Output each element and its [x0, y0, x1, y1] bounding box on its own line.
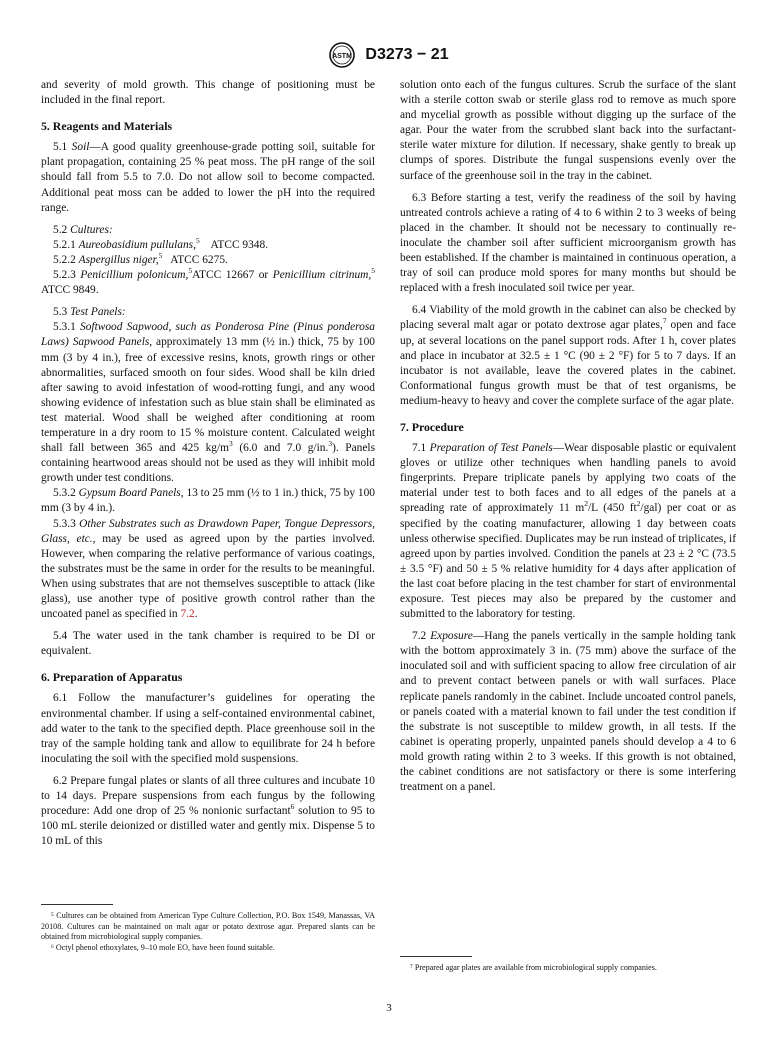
page-number: 3 — [386, 1002, 392, 1014]
section-heading: 6. Preparation of Apparatus — [41, 670, 183, 685]
paragraph: 5.2 Cultures: — [53, 223, 113, 236]
footnote-5: ⁵ Cultures can be obtained from American Type Culture Collection, P.O. Box 1549, Manassas, VA 20108. Cultures can be maintained on malt agar or potato dextrose agar. Prepared slants can be obtained from microbiological supply companies. — [41, 911, 375, 942]
section-heading: 5. Reagents and Materials — [41, 119, 173, 134]
paragraph: 5.2.2 Aspergillus niger,$^5$ ATCC 6275. — [53, 251, 228, 266]
section-heading: 7. Procedure — [400, 419, 464, 434]
footnotes-left — [41, 911, 375, 953]
svg-text:ASTM: ASTM — [332, 53, 353, 60]
left-column — [41, 78, 375, 849]
paragraph: 5.3.3 Other Substrates such as Drawdown Paper, Tongue Depressors, Glass, etc., may be used as agreed upon by the parties involved. However, when comparing the relative performance of various coatings, the substrates must be the same in order for the results to be meaningful. When using substrates that are not themselves susceptible to attack (like glass), use another type of positive growth control rather than the uncoated panel as specified in 7.2. — [41, 517, 375, 621]
paragraph: 5.2.3 Penicillium polonicum,$^5$ATCC 12667 or Penicillium citrinum,$^5$ ATCC 9849. — [41, 266, 376, 297]
footnotes-right — [400, 963, 736, 974]
paragraph: 5.2.1 Aureobasidium pullulans,$^5$ ATCC 9348. — [53, 236, 269, 251]
paragraph: 6.1 Follow the manufacturer’s guidelines for operating the environmental chamber. If using a self-contained environmental cabinet, add water to the tank to the specified depth. Place greenhouse soil in the tray of the sample holding tank and allow to equilibrate for 24 h before inoculating the soil with the specified mold suspensions. — [41, 692, 375, 765]
section-link-7-2[interactable]: 7.2 — [180, 608, 195, 621]
page-header — [0, 42, 778, 68]
footnote-rule — [400, 956, 472, 957]
paragraph: 5.4 The water used in the tank chamber is required to be DI or equivalent. — [41, 630, 375, 658]
right-column — [400, 78, 736, 795]
footnote-7: ⁷ Prepared agar plates are available from microbiological supply companies. — [410, 963, 657, 972]
paragraph: 6.2 Prepare fungal plates or slants of all three cultures and incubate 10 to 14 days. Prepare suspensions from each fungus by the following procedure: Add one drop of 25 % nonionic surfactant$^6$ solution to 95 to 100 mL sterile deionized or distilled water and gently mix. Dispense 5 to 10 mL of this — [41, 774, 375, 848]
footnote-rule — [41, 904, 113, 905]
paragraph: 6.4 Viability of the mold growth in the cabinet can also be checked by placing several malt agar or potato dextrose agar plates,$^7$ open and face up, at several locations on the panel support rods. After 1 h, cover plates and place in incubator at 32.5 ± 1 °C (90 ± 2 °F) for 5 to 7 days. If an incubator is not available, leave the covered plates in the cabinet. Conformational fungus growth must be that of test organisms, be medium-heavy to heavy and cover the complete surface of the agar plate. — [400, 304, 736, 407]
paragraph: 7.2 Exposure—Hang the panels vertically in the sample holding tank with the bottom approximately 3 in. (75 mm) above the surface of the inoculated soil and with sufficient spacing to allow free circulation of air and to prevent contact between panels or with wall surfaces. Place replicate panels randomly in the cabinet. Include uncoated control panels, or panels coated with a material known to fail under the test condition if the substrate is not susceptible to mildew growth, in all tests. If the cabinet is operating properly, unpainted panels should develop a 4 to 6 mold growth rating within 2 to 3 weeks. If this growth is not obtained, the cabinet conditions are not satisfactory or there is some interfering treatment on a panel. — [400, 630, 737, 794]
paragraph: solution onto each of the fungus cultures. Scrub the surface of the slant with a sterile cotton swab or sterile glass rod to remove as much spore and mycelial growth as possible without digging up the surface of the agar. Pour the water from the scrubbed slant back into the surfactant-sterile water mixture for dilution. If necessary, shake gently to break up clumps of spores. Distribute the fungal suspensions evenly over the surface of the greenhouse soil in the tray in the cabinet. — [400, 79, 736, 182]
paragraph: 5.1 Soil—A good quality greenhouse-grade potting soil, suitable for plant propagation, containing 25 % peat moss. The pH range of the soil should fall from 5.5 to 7.0. Do not allow soil to become compacted. Additional peat moss can be added to lower the pH into the required range. — [41, 141, 375, 214]
footnote-6: ⁶ Octyl phenol ethoxylates, 9–10 mole EO, have been found suitable. — [51, 942, 275, 952]
paragraph: 7.1 Preparation of Test Panels—Wear disposable plastic or equivalent gloves or utilize other techniques when handling panels to avoid fingerprints. Prepare triplicate panels by applying two coats of the material under test to both faces and to all edges of the panels at a spreading rate of approximately 11 $m^2/L$ (450 $ft^2/gal$) per coat or as specified by the coating manufacturer, allowing 1 day between coats unless otherwise specified. Duplicates may be run instead of triplicates, if agreed upon by parties involved. Condition the panels at 23 ± 2 °C (73.5 ± 3.5 °F) and 50 ± 5 % relative humidity for 4 days after application of the last coat before placing in the test chamber for start of environmental exposure. Test pieces may also be prepared by the customer and submitted to the laboratory for testing. — [400, 442, 736, 621]
paragraph: and severity of mold growth. This change of positioning must be included in the final report. — [41, 79, 375, 107]
standard-code: D3273 − 21 — [365, 46, 449, 63]
paragraph: 5.3 Test Panels: — [53, 306, 126, 319]
paragraph: 5.3.1 Softwood Sapwood, such as Ponderosa Pine (Pinus ponderosa Laws) Sapwood Panels, approximately 13 mm (½ in.) thick, 75 by 100 mm (3 by 4 in.), free of excessive resins, knots, growth rings or other abnormalities, surfaced smooth on four sides. Wood shall be kiln dried after sawing to avoid infestation of wood-rotting fungi, and any wood showing evidence of infestation such as blue stain shall be eliminated as test material. Wood shall be weighed after conditioning at room temperature in a dry room to 15 % moisture content. Calculated weight shall fall between 365 and 425 $kg/m^3$ (6.0 and 7.0 g/in.$^3$). Panels containing heartwood areas should not be used as they will inhibit mold growth under test conditions. — [41, 321, 376, 485]
paragraph: 5.3.2 Gypsum Board Panels, 13 to 25 mm (½ to 1 in.) thick, 75 by 100 mm (3 by 4 in.). — [41, 487, 376, 515]
paragraph: 6.3 Before starting a test, verify the readiness of the soil by having untreated controls achieve a rating of 4 to 6 within 2 to 3 weeks of being placed in the chamber. It should not be necessary to continually re-inoculate the chamber soil after sufficient microorganism growth has been established. If the chamber is maintained in continuous operation, a tray of soil can produce mold spores for many months but should be replaced with a fresh inoculated soil twice per year. — [400, 191, 736, 295]
astm-logo-icon — [329, 42, 355, 68]
